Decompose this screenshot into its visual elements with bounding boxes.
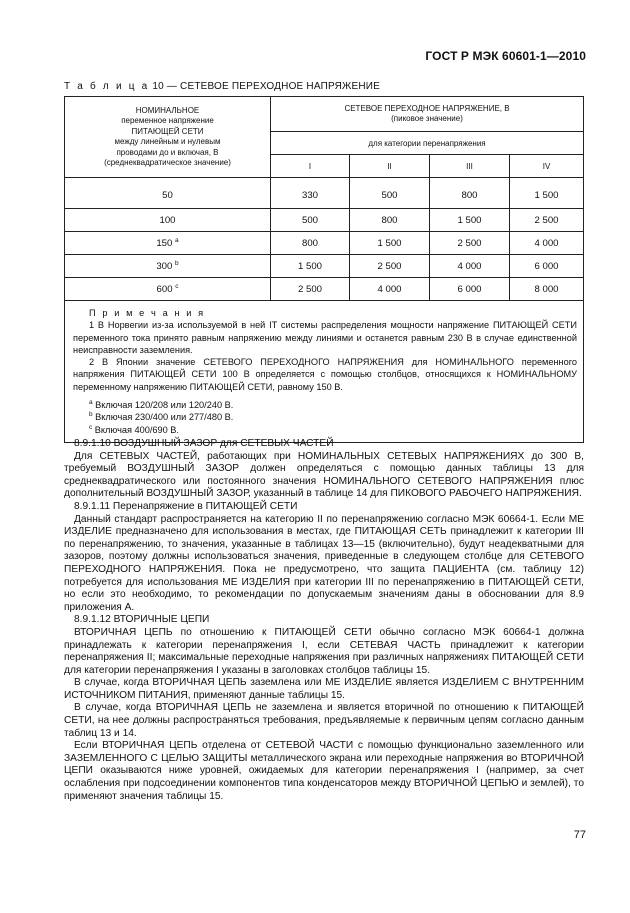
value-cell: 1 500 <box>510 178 584 209</box>
body-text <box>64 438 584 803</box>
value-cell: 500 <box>350 178 430 209</box>
category-II: II <box>350 155 430 178</box>
paragraph: Если ВТОРИЧНАЯ ЦЕПЬ отделена от СЕТЕВОЙ ЧАСТИ с помощью функционально заземленного или ЗАЗЕМЛЕННОГО С ЦЕЛЬЮ ЗАЩИТЫ металлического экрана или переходные напряжения во ВТОРИЧНОЙ ЦЕПИ оказываются ниже уровней, ожидаемых для категории перенапряжения I (например, за счет ослабления при подсоединении компонентов типа конденсаторов между ВТОРИЧНОЙ ЦЕПЬЮ и землей), то применяют значения таблицы 15. <box>64 740 584 802</box>
value-cell: 6 000 <box>430 278 510 301</box>
table-row <box>65 209 584 232</box>
value-cell: 330 <box>271 178 350 209</box>
footnote-item: $^b$ Включая 230/400 или 277/480 В. <box>89 411 234 423</box>
mains-voltage-cell: 100 <box>65 209 271 232</box>
note-item: 2 В Японии значение СЕТЕВОГО ПЕРЕХОДНОГО НАПРЯЖЕНИЯ для НОМИНАЛЬНОГО переменного напряжения ПИТАЮЩЕЙ СЕТИ 100 В определяется с помощью столбцов, относящихся к НОМИНАЛЬНОМУ переменному напряжению ПИТАЮЩЕЙ СЕТИ, равному 150 В. <box>73 357 577 392</box>
table-row <box>65 178 584 209</box>
col-header-transient-voltage: СЕТЕВОЕ ПЕРЕХОДНОЕ НАПРЯЖЕНИЕ, В (пиковое значение) <box>271 97 584 132</box>
value-cell: 8 000 <box>510 278 584 301</box>
table-notes <box>65 301 584 443</box>
table-row <box>65 255 584 278</box>
category-IV: IV <box>510 155 584 178</box>
value-cell: 800 <box>430 178 510 209</box>
value-cell: 1 500 <box>271 255 350 278</box>
category-III: III <box>430 155 510 178</box>
value-cell: 6 000 <box>510 255 584 278</box>
section-heading: 8.9.1.11 Перенапряжение в ПИТАЮЩЕЙ СЕТИ <box>74 500 298 512</box>
table-caption-title: 10 — СЕТЕВОЕ ПЕРЕХОДНОЕ НАПРЯЖЕНИЕ <box>152 81 381 92</box>
table-row <box>65 278 584 301</box>
section-heading: 8.9.1.10 ВОЗДУШНЫЙ ЗАЗОР для СЕТЕВЫХ ЧАСТЕЙ <box>74 438 334 449</box>
section-heading: 8.9.1.12 ВТОРИЧНЫЕ ЦЕПИ <box>74 614 210 626</box>
notes-title: П р и м е ч а н и я <box>89 308 206 318</box>
overvoltage-table <box>64 96 584 443</box>
paragraph: Для СЕТЕВЫХ ЧАСТЕЙ, работающих при НОМИНАЛЬНЫХ СЕТЕВЫХ НАПРЯЖЕНИЯХ до 300 В, требуемый ВОЗДУШНЫЙ ЗАЗОР должен определяться с помощью данных таблицы 13 для среднеквадратического или постоянного значения НОМИНАЛЬНОГО СЕТЕВОГО НАПРЯЖЕНИЯ плюс дополнительный ВОЗДУШНЫЙ ЗАЗОР, указанный в таблице 14 для ПИКОВОГО РАБОЧЕГО НАПРЯЖЕНИЯ. <box>64 450 584 500</box>
footnote-item: $^c$ Включая 400/690 В. <box>89 423 179 435</box>
value-cell: 4 000 <box>510 232 584 255</box>
paragraph: ВТОРИЧНАЯ ЦЕПЬ по отношению к ПИТАЮЩЕЙ СЕТИ обычно согласно МЭК 60664-1 должна принадлежать к категории перенапряжения I, если СЕТЕВАЯ ЧАСТЬ принадлежит к категории перенапряжения II; максимальные переходные напряжения при различных напряжениях ПИТАЮЩЕЙ СЕТИ для категории перенапряжения I указаны в заголовках столбцов таблицы 15. <box>64 626 584 676</box>
footnote-item: $^a$ Включая 120/208 или 120/240 В. <box>89 399 234 411</box>
value-cell: 800 <box>350 209 430 232</box>
col-header-mains-voltage: НОМИНАЛЬНОЕ переменное напряжение ПИТАЮЩЕЙ СЕТИ между линейным и нулевым проводами до и включая, В (среднеквадратическое значение) <box>65 97 271 178</box>
paragraph: Данный стандарт распространяется на категорию II по перенапряжению согласно МЭК 60664-1. Если МЕ ИЗДЕЛИЕ предназначено для использования в местах, где ПИТАЮЩАЯ СЕТЬ принадлежит к категории III по перенапряжению, то значения, указанные в таблицах 13—15 (включительно), будут неадекватными для зазоров, поэтому должны использоваться значения, приведенные в следующем столбце для СЕТЕВОГО ПЕРЕХОДНОГО НАПРЯЖЕНИЯ. Пока не предусмотрено, что защита ПАЦИЕНТА (см. таблицу 12) потребуется для использования МЕ ИЗДЕЛИЯ при категории III по перенапряжению в ПИТАЮЩЕЙ СЕТИ, но если это необходимо, то рекомендации по допускаемым значениям даны в обосновании для 8.9 приложения А. <box>64 513 584 613</box>
value-cell: 2 500 <box>430 232 510 255</box>
table-row <box>65 232 584 255</box>
value-cell: 800 <box>271 232 350 255</box>
table-caption-prefix: Т а б л и ц а <box>64 81 150 92</box>
value-cell: 4 000 <box>350 278 430 301</box>
value-cell: 2 500 <box>271 278 350 301</box>
page-number: 77 <box>573 829 586 841</box>
mains-voltage-cell: 50 <box>65 178 271 209</box>
value-cell: 1 500 <box>430 209 510 232</box>
category-I: I <box>271 155 350 178</box>
mains-voltage-cell: 150 $^a$ <box>65 232 271 255</box>
mains-voltage-cell: 300 $^b$ <box>65 255 271 278</box>
note-item: 1 В Норвегии из-за используемой в ней IT системы распределения мощности напряжение ПИТАЮЩЕЙ СЕТИ переменного тока принято равным напряжению между линиями и останется равным 230 В в случае единственной неисправности заземления. <box>73 320 577 355</box>
mains-voltage-cell: 600 $^c$ <box>65 278 271 301</box>
category-header: для категории перенапряжения <box>271 132 584 155</box>
paragraph: В случае, когда ВТОРИЧНАЯ ЦЕПЬ заземлена или МЕ ИЗДЕЛИЕ является ИЗДЕЛИЕМ С ВНУТРЕННИМ ИСТОЧНИКОМ ПИТАНИЯ, применяют данные таблицы 15. <box>64 677 584 701</box>
value-cell: 2 500 <box>350 255 430 278</box>
document-header: ГОСТ Р МЭК 60601-1—2010 <box>425 49 586 63</box>
value-cell: 500 <box>271 209 350 232</box>
table-caption <box>64 81 380 92</box>
value-cell: 4 000 <box>430 255 510 278</box>
value-cell: 2 500 <box>510 209 584 232</box>
paragraph: В случае, когда ВТОРИЧНАЯ ЦЕПЬ не заземлена и является вторичной по отношению к ПИТАЮЩЕЙ СЕТИ, на нее должны распространяться требования, предъявляемые к первичным цепям согласно данным таблиц 13 и 14. <box>64 702 584 739</box>
value-cell: 1 500 <box>350 232 430 255</box>
